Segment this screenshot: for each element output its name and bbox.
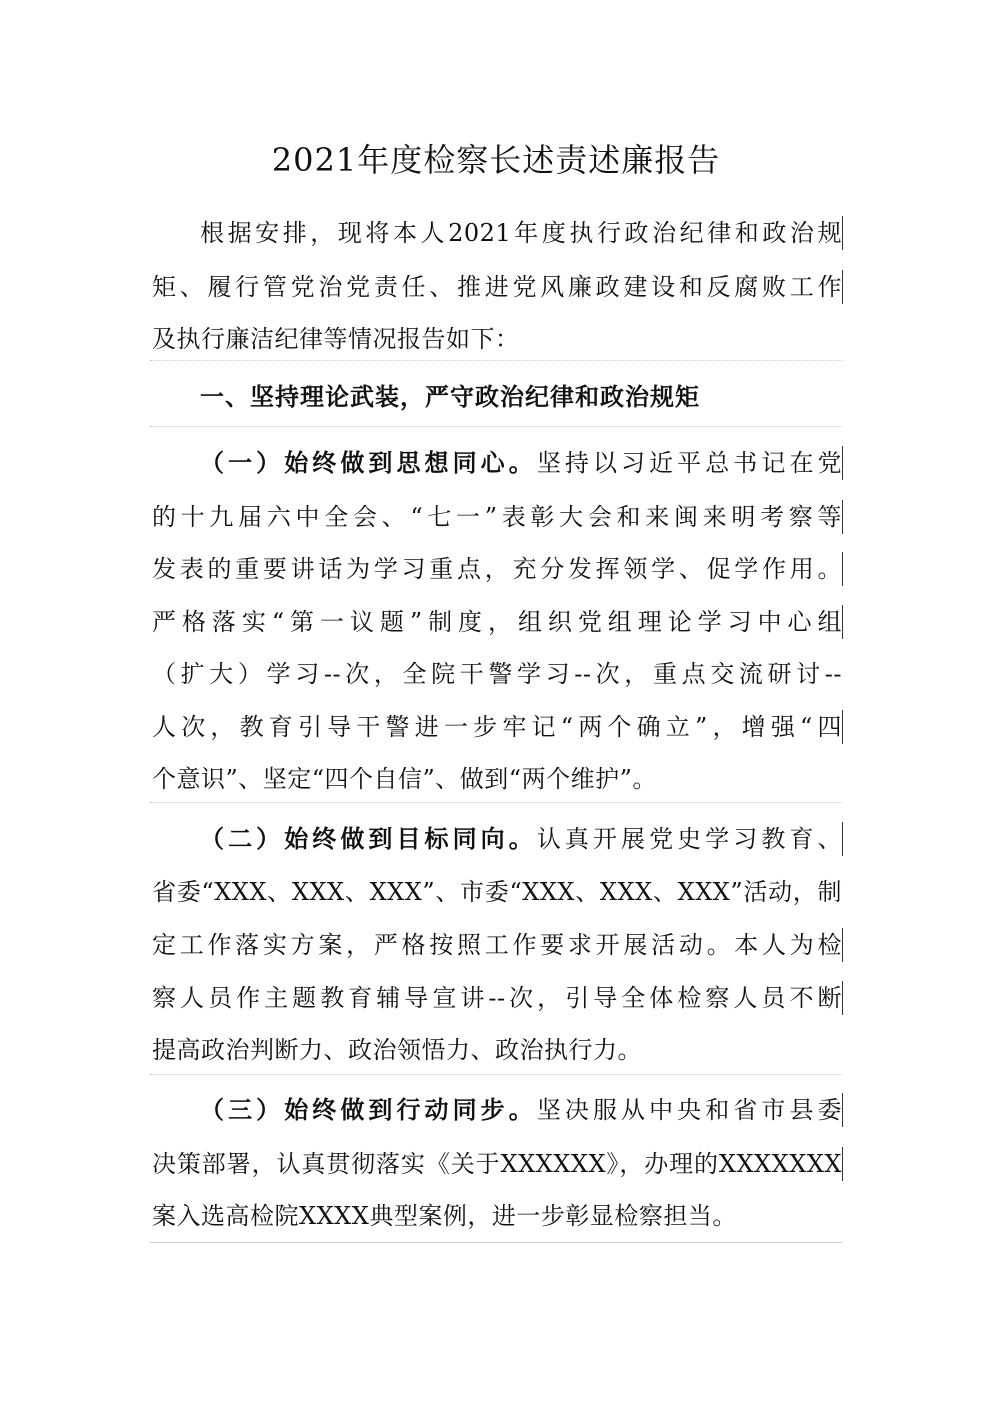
section-1-heading: 一、坚持理论武装，严守政治纪律和政治规矩: [200, 382, 700, 411]
sub3-lead: （三）始终做到行动同步。: [200, 1095, 537, 1124]
sub1-line-5: （扩大）学习--次，全院干警学习--次，重点交流研讨--: [152, 660, 842, 688]
sub3-line-1: [200, 1093, 843, 1127]
intro-line-1: 根据安排，现将本人2021年度执行政治纪律和政治规: [200, 216, 843, 250]
paragraph-separator: [150, 426, 842, 427]
sub2-line-4: 察人员作主题教育辅导宣讲--次，引导全体检察人员不断: [152, 981, 843, 1015]
sub1-line-2: 的十九届六中全会、“七一”表彰大会和来闽来明考察等: [152, 500, 843, 534]
sub2-first-rest: 认真开展党史学习教育、: [536, 825, 843, 853]
intro-line-2: 矩、履行管党治党责任、推进党风廉政建设和反腐败工作: [152, 270, 843, 304]
paragraph-separator: [150, 1242, 842, 1243]
sub1-line-6: 人次，教育引导干警进一步牢记“两个确立”，增强“四: [152, 710, 843, 744]
paragraph-separator: [150, 802, 842, 803]
sub1-first-rest: 坚持以习近平总书记在党: [536, 449, 843, 477]
sub1-line-1: [200, 446, 843, 480]
sub2-line-3: 定工作落实方案，严格按照工作要求开展活动。本人为检: [152, 928, 843, 962]
sub1-line-7: 个意识”、坚定“四个自信”、做到“两个维护”。: [152, 765, 657, 793]
sub2-line-1: [200, 822, 843, 856]
sub1-lead: （一）始终做到思想同心。: [200, 448, 537, 477]
sub3-first-rest: 坚决服从中央和省市县委: [536, 1096, 843, 1124]
sub1-line-4: 严格落实“第一议题”制度，组织党组理论学习中心组: [152, 605, 843, 639]
sub3-line-3: 案入选高检院XXXX典型案例，进一步彰显检察担当。: [152, 1202, 737, 1230]
sub2-line-2: 省委“XXX、XXX、XXX”、市委“XXX、XXX、XXX”活动，制: [152, 878, 842, 906]
sub2-line-5: 提高政治判断力、政治领悟力、政治执行力。: [152, 1036, 642, 1064]
sub1-line-3: 发表的重要讲话为学习重点，充分发挥领学、促学作用。: [152, 552, 843, 586]
intro-line-3: 及执行廉洁纪律等情况报告如下：: [152, 325, 520, 353]
document-title: 2021年度检察长述责述廉报告: [271, 141, 721, 179]
paragraph-separator: [150, 360, 842, 361]
sub2-lead: （二）始终做到目标同向。: [200, 824, 537, 853]
sub3-line-2: 决策部署，认真贯彻落实《关于XXXXXX》，办理的XXXXXXX: [152, 1147, 843, 1181]
paragraph-separator: [150, 1074, 842, 1075]
